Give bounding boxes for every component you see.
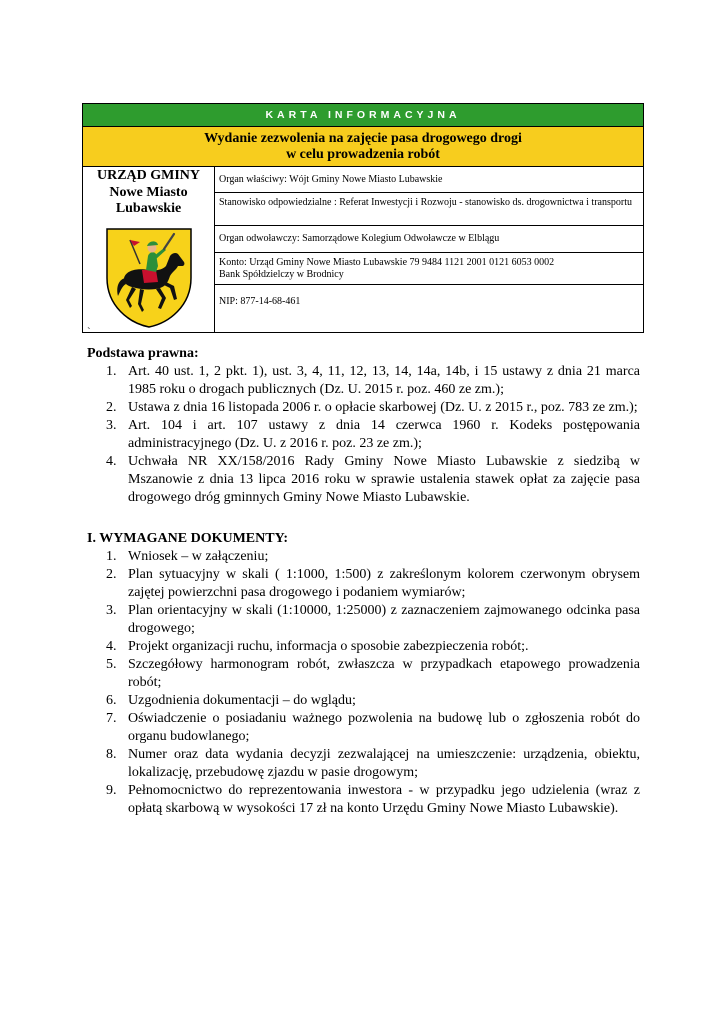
list-item: 3. Plan orientacyjny w skali (1:10000, 1:25000) z zaznaczeniem zajmowanego odcinka pasa drogowego;	[106, 603, 640, 636]
office-line-1: URZĄD GMINY	[96, 168, 201, 183]
office-line-3: Lubawskie	[115, 201, 182, 216]
bank-name-line: Bank Spółdzielczy w Brodnicy	[219, 269, 344, 280]
list-item: 9. Pełnomocnictwo do reprezentowania inwestora - w przypadku jego udzielenia (wraz z opłatą skarbową w wysokości 17 zł na konto Urzędu Gminy Nowe Miasto Lubawskie).	[106, 783, 640, 816]
legal-basis-list	[87, 363, 640, 507]
card-body	[83, 167, 643, 332]
list-item: 3. Art. 104 i art. 107 ustawy z dnia 14 czerwca 1960 r. Kodeks postępowania administracyjnego (Dz. U. z 2016 r. poz. 23 ze zm.);	[106, 418, 640, 451]
list-item: 4. Uchwała NR XX/158/2016 Rady Gminy Nowe Miasto Lubawskie z siedzibą w Mszanowie z dnia 13 lipca 2016 roku w sprawie ustalenia stawek opłat za zajęcie pasa drogowego dróg gminnych Gminy Nowe Miasto Lubawskie.	[106, 454, 640, 505]
competent-authority-row: Organ właściwy: Wójt Gminy Nowe Miasto Lubawskie	[215, 167, 643, 193]
list-item: 2. Plan sytuacyjny w skali ( 1:1000, 1:500) z zakreślonym kolorem czerwonym obrysem zajętej powierzchni pasa drogowego i podaniem wymiarów;	[106, 567, 640, 600]
office-name	[83, 168, 214, 218]
card-subtitle	[83, 127, 643, 167]
stray-mark: `	[87, 326, 91, 338]
bank-account-line: Konto: Urząd Gminy Nowe Miasto Lubawskie 79 9484 1121 2001 0121 6053 0002	[219, 257, 555, 268]
card-header: KARTA INFORMACYJNA	[83, 104, 643, 127]
legal-basis-section	[87, 345, 640, 507]
required-documents-list	[87, 548, 640, 818]
office-column	[83, 167, 215, 332]
nip-row: NIP: 877-14-68-461	[219, 296, 301, 307]
list-item: 1. Wniosek – w załączeniu;	[106, 549, 269, 564]
appeal-authority-row: Organ odwoławczy: Samorządowe Kolegium Odwoławcze w Elblągu	[215, 226, 643, 253]
required-documents-section	[87, 530, 640, 818]
list-item: 4. Projekt organizacji ruchu, informacja o sposobie zabezpieczenia robót;.	[106, 639, 529, 654]
required-documents-title: I. WYMAGANE DOKUMENTY:	[87, 531, 289, 546]
bank-account-row	[215, 253, 643, 285]
information-card	[82, 103, 644, 333]
list-item: 7. Oświadczenie o posiadaniu ważnego pozwolenia na budowę lub o zgłoszenia robót do organu budowlanego;	[106, 711, 640, 744]
list-item: 8. Numer oraz data wydania decyzji zezwalającej na umieszczenie: urządzenia, obiektu, lokalizację, przebudowę zjazdu w pasie drogowym;	[106, 747, 640, 780]
responsible-position-row: Stanowisko odpowiedzialne : Referat Inwestycji i Rozwoju - stanowisko ds. drogownictwa i transportu	[215, 193, 643, 226]
office-line-2: Nowe Miasto	[109, 184, 188, 200]
legal-basis-title: Podstawa prawna:	[87, 346, 199, 361]
subtitle-line-1: Wydanie zezwolenia na zajęcie pasa drogowego drogi	[204, 131, 522, 146]
coat-of-arms-icon	[104, 226, 194, 330]
subtitle-line-2: w celu prowadzenia robót	[286, 147, 440, 162]
info-column	[215, 167, 643, 332]
list-item: 6. Uzgodnienia dokumentacji – do wglądu;	[106, 693, 356, 708]
list-item: 5. Szczegółowy harmonogram robót, zwłaszcza w przypadkach etapowego prowadzenia robót;	[106, 657, 640, 690]
list-item: 2. Ustawa z dnia 16 listopada 2006 r. o opłacie skarbowej (Dz. U. z 2015 r., poz. 783 ze zm.);	[106, 400, 638, 415]
list-item: 1. Art. 40 ust. 1, 2 pkt. 1), ust. 3, 4, 11, 12, 13, 14, 14a, 14b, i 15 ustawy z dnia 21 marca 1985 roku o drogach publicznych (Dz. U. 2015 r. poz. 460 ze zm.);	[106, 364, 640, 397]
